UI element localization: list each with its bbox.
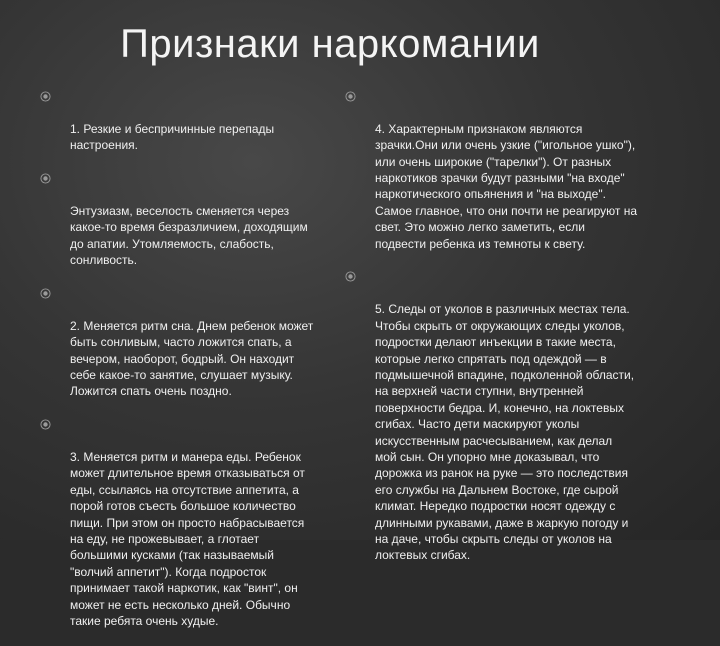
ringed-circle-bullet-icon — [345, 91, 356, 102]
right-column — [345, 88, 637, 580]
slide-title: Признаки наркомании — [120, 22, 540, 66]
ringed-circle-bullet-icon — [40, 288, 51, 299]
list-item — [345, 88, 637, 268]
left-column — [40, 88, 320, 646]
ringed-circle-bullet-icon — [40, 173, 51, 184]
list-item — [40, 416, 320, 646]
ringed-circle-bullet-icon — [345, 271, 356, 282]
list-item-text: Энтузиазм, веселость сменяется через какое-то время безразличием, доходящим до апатии. Утомляемость, слабость, сонливость. — [70, 203, 308, 268]
list-item-text: 4. Характерным признаком являются зрачки.Они или очень узкие ("игольное ушко"), или очень широкие ("тарелки"). От разных наркотиков зрачки будут разными "на входе" наркотического опьянения и "на выходе". Самое главное, что они почти не реагируют на свет. Это можно легко заметить, если подвести ребенка из темноты к свету. — [375, 121, 638, 251]
ringed-circle-bullet-icon — [40, 91, 51, 102]
list-item — [40, 88, 320, 170]
list-item-text: 1. Резкие и беспричинные перепады настроения. — [70, 121, 275, 153]
list-item — [40, 170, 320, 285]
list-item-text: 3. Меняется ритм и манера еды. Ребенок может длительное время отказываться от еды, ссылаясь на отсутствие аппетита, а порой готов съесть большое количество пищи. При этом он просто набрасывается на еду, не прожевывает, а глотает большими кусками (так называемый "волчий аппетит"). Когда подросток принимает такой наркотик, как "винт", он может не есть несколько дней. Обычно такие ребята очень худые. — [70, 449, 305, 628]
list-item-text: 2. Меняется ритм сна. Днем ребенок может быть сонливым, часто ложится спать, а вечером, наоборот, бодрый. Он находит себе какое-то занятие, слушает музыку. Ложится спать очень поздно. — [70, 318, 314, 399]
list-item — [40, 285, 320, 416]
ringed-circle-bullet-icon — [40, 419, 51, 430]
list-item-text: 5. Следы от уколов в различных местах тела. Чтобы скрыть от окружающих следы уколов, подростки делают инъекции в такие места, которые легко спрятать под одеждой — в подмышечной впадине, подколенной области, на верхней части ступни, внутренней поверхности бедра. И, конечно, на локтевых сгибах. Часто дети маскируют уколы искусственным расчесыванием, как делал мой сын. Он упорно мне доказывал, что дорожка из ранок на руке — это последствия его службы на Дальнем Востоке, где сырой климат. Нередко подростки носят одежду с длинными рукавами, даже в жаркую погоду и на даче, чтобы скрыть следы от уколов на локтевых сгибах. — [375, 302, 635, 563]
list-item — [345, 268, 637, 580]
